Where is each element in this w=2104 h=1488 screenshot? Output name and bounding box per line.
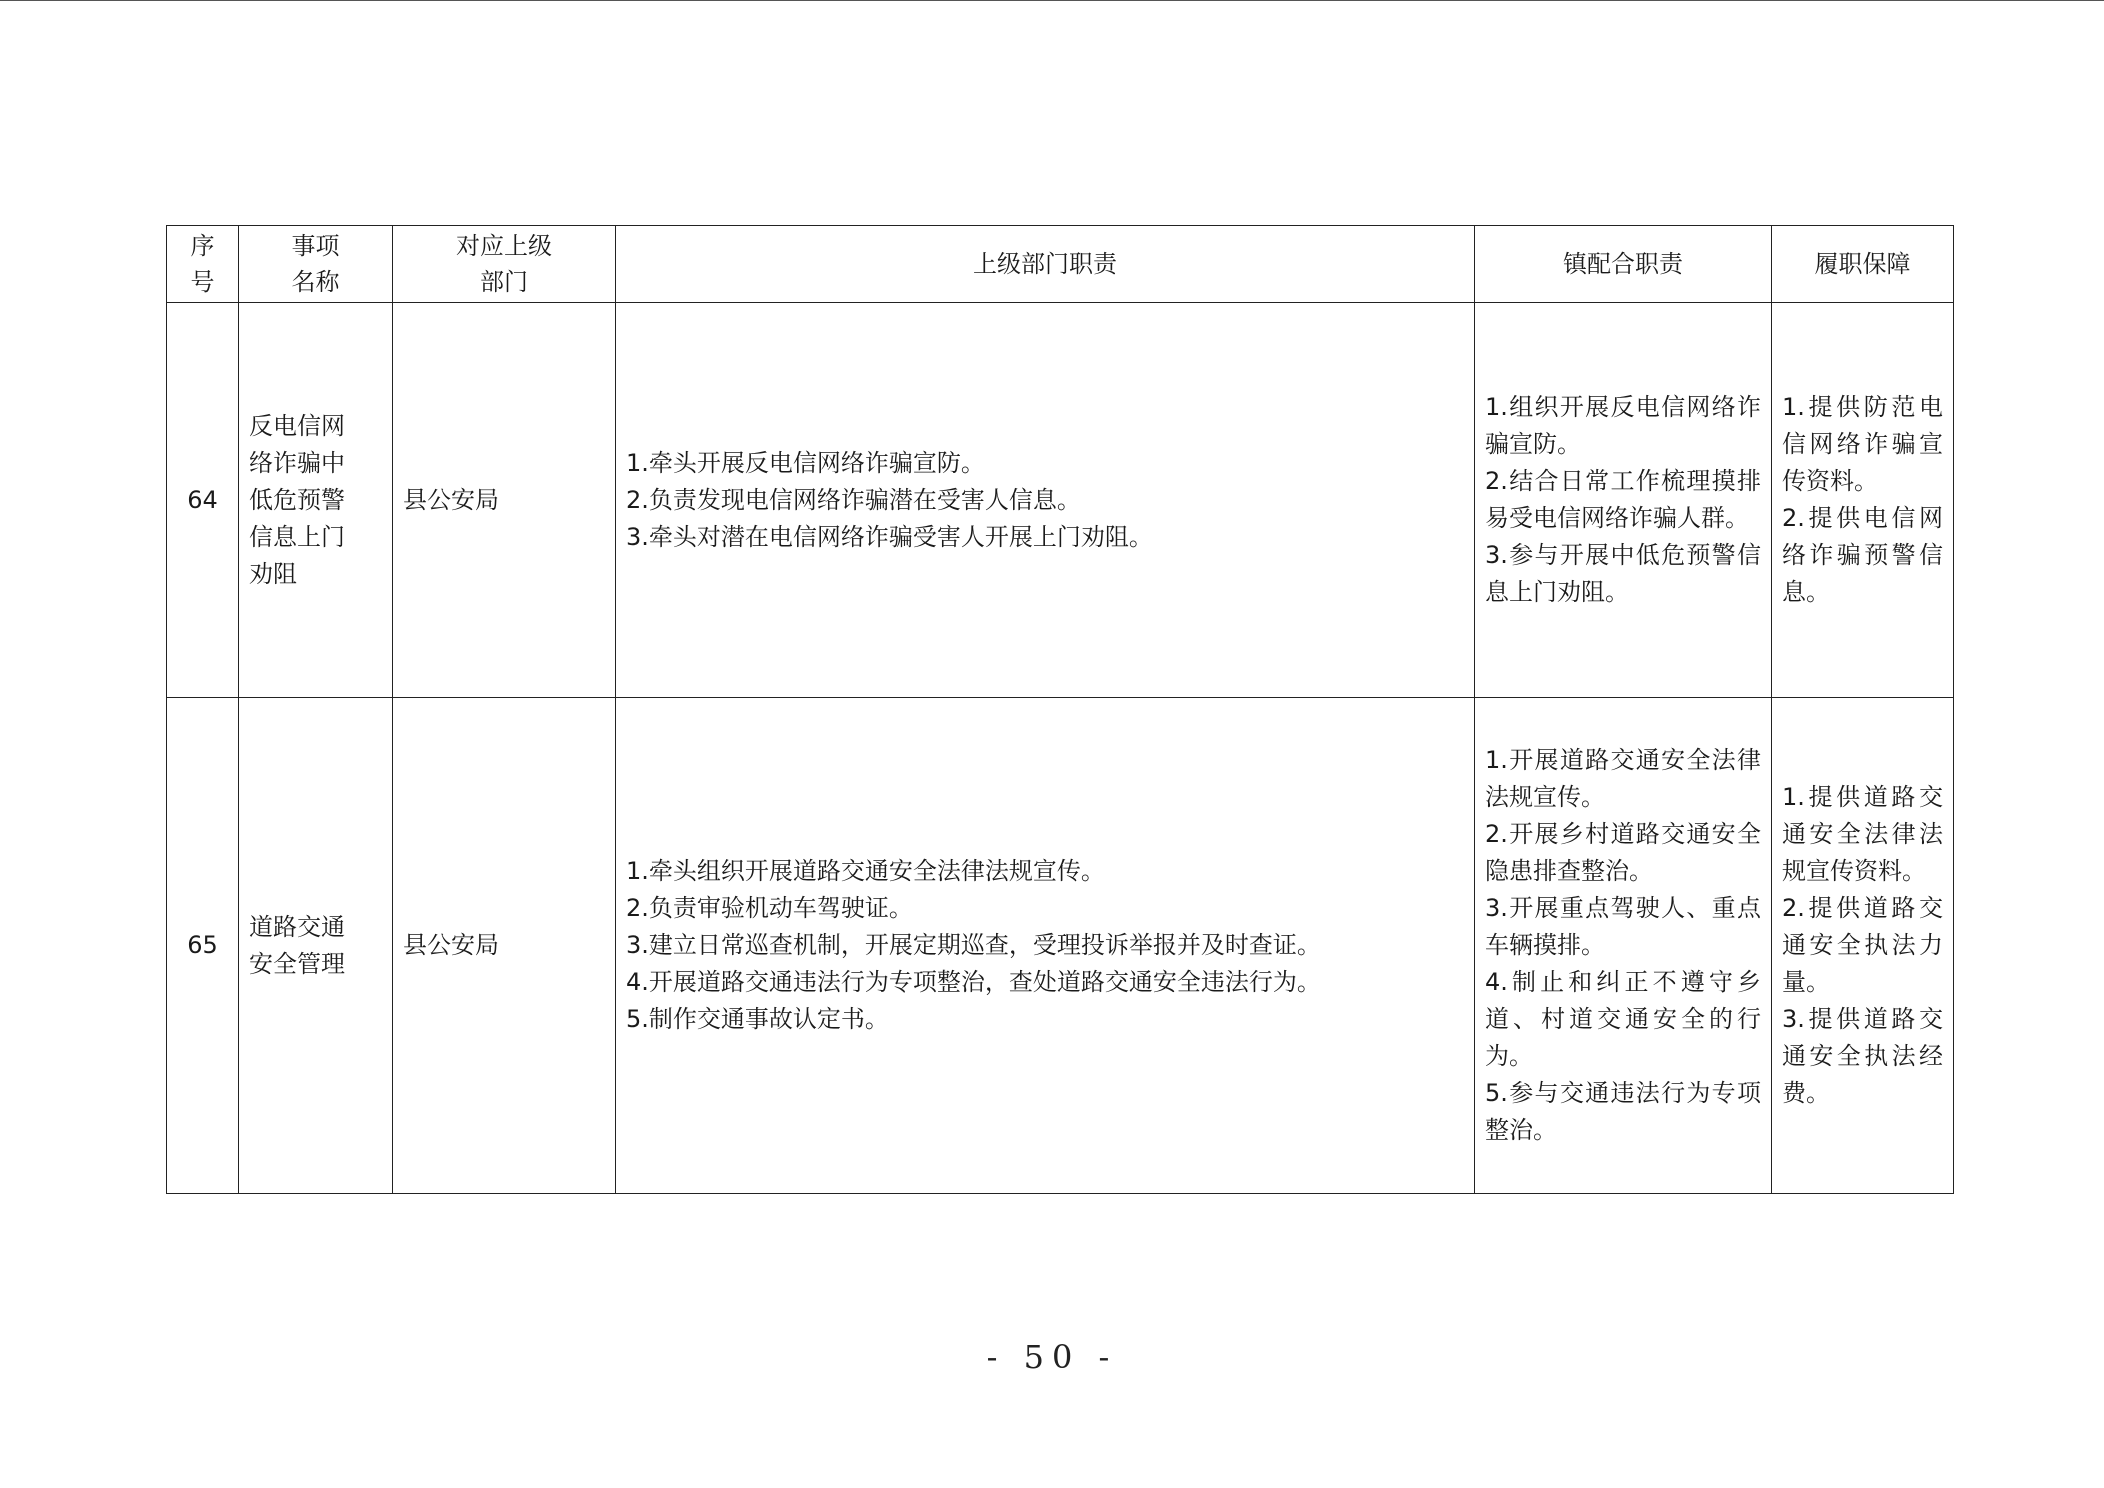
header-guarantee: 履职保障 [1772,226,1954,303]
upper-dept-cell: 县公安局 [393,698,616,1194]
page-number: - 50 - [986,1338,1118,1376]
upper-dept-cell: 县公安局 [393,303,616,698]
table-row [167,303,1954,698]
seq-cell: 64 [167,303,239,698]
seq-cell: 65 [167,698,239,1194]
town-duty-cell: 1.组织开展反电信网络诈骗宣防。 2.结合日常工作梳理摸排易受电信网络诈骗人群。 3.参与开展中低危预警信息上门劝阻。 [1475,303,1772,698]
header-upper-duty: 上级部门职责 [616,226,1475,303]
header-upper-dept: 对应上级 部门 [393,226,616,303]
guarantee-cell: 1.提供防范电信网络诈骗宣传资料。 2.提供电信网络诈骗预警信息。 [1772,303,1954,698]
upper-duty-cell: 1.牵头组织开展道路交通安全法律法规宣传。 2.负责审验机动车驾驶证。 3.建立日常巡查机制，开展定期巡查，受理投诉举报并及时查证。 4.开展道路交通违法行为专项整治，查处道路交通安全违法行为。 5.制作交通事故认定书。 [616,698,1475,1194]
header-item-name: 事项 名称 [239,226,393,303]
guarantee-cell: 1.提供道路交通安全法律法规宣传资料。 2.提供道路交通安全执法力量。 3.提供道路交通安全执法经费。 [1772,698,1954,1194]
town-duty-cell: 1.开展道路交通安全法律法规宣传。 2.开展乡村道路交通安全隐患排查整治。 3.开展重点驾驶人、重点车辆摸排。 4.制止和纠正不遵守乡道、村道交通安全的行为。 5.参与交通违法行为专项整治。 [1475,698,1772,1194]
upper-duty-cell: 1.牵头开展反电信网络诈骗宣防。 2.负责发现电信网络诈骗潜在受害人信息。 3.牵头对潜在电信网络诈骗受害人开展上门劝阻。 [616,303,1475,698]
item-name-cell: 反电信网 络诈骗中 低危预警 信息上门 劝阻 [239,303,393,698]
duty-table [166,225,1954,1194]
header-seq: 序 号 [167,226,239,303]
table-row [167,698,1954,1194]
header-town-duty: 镇配合职责 [1475,226,1772,303]
table-header-row [167,226,1954,303]
page-top-border [0,0,2104,1]
item-name-cell: 道路交通 安全管理 [239,698,393,1194]
